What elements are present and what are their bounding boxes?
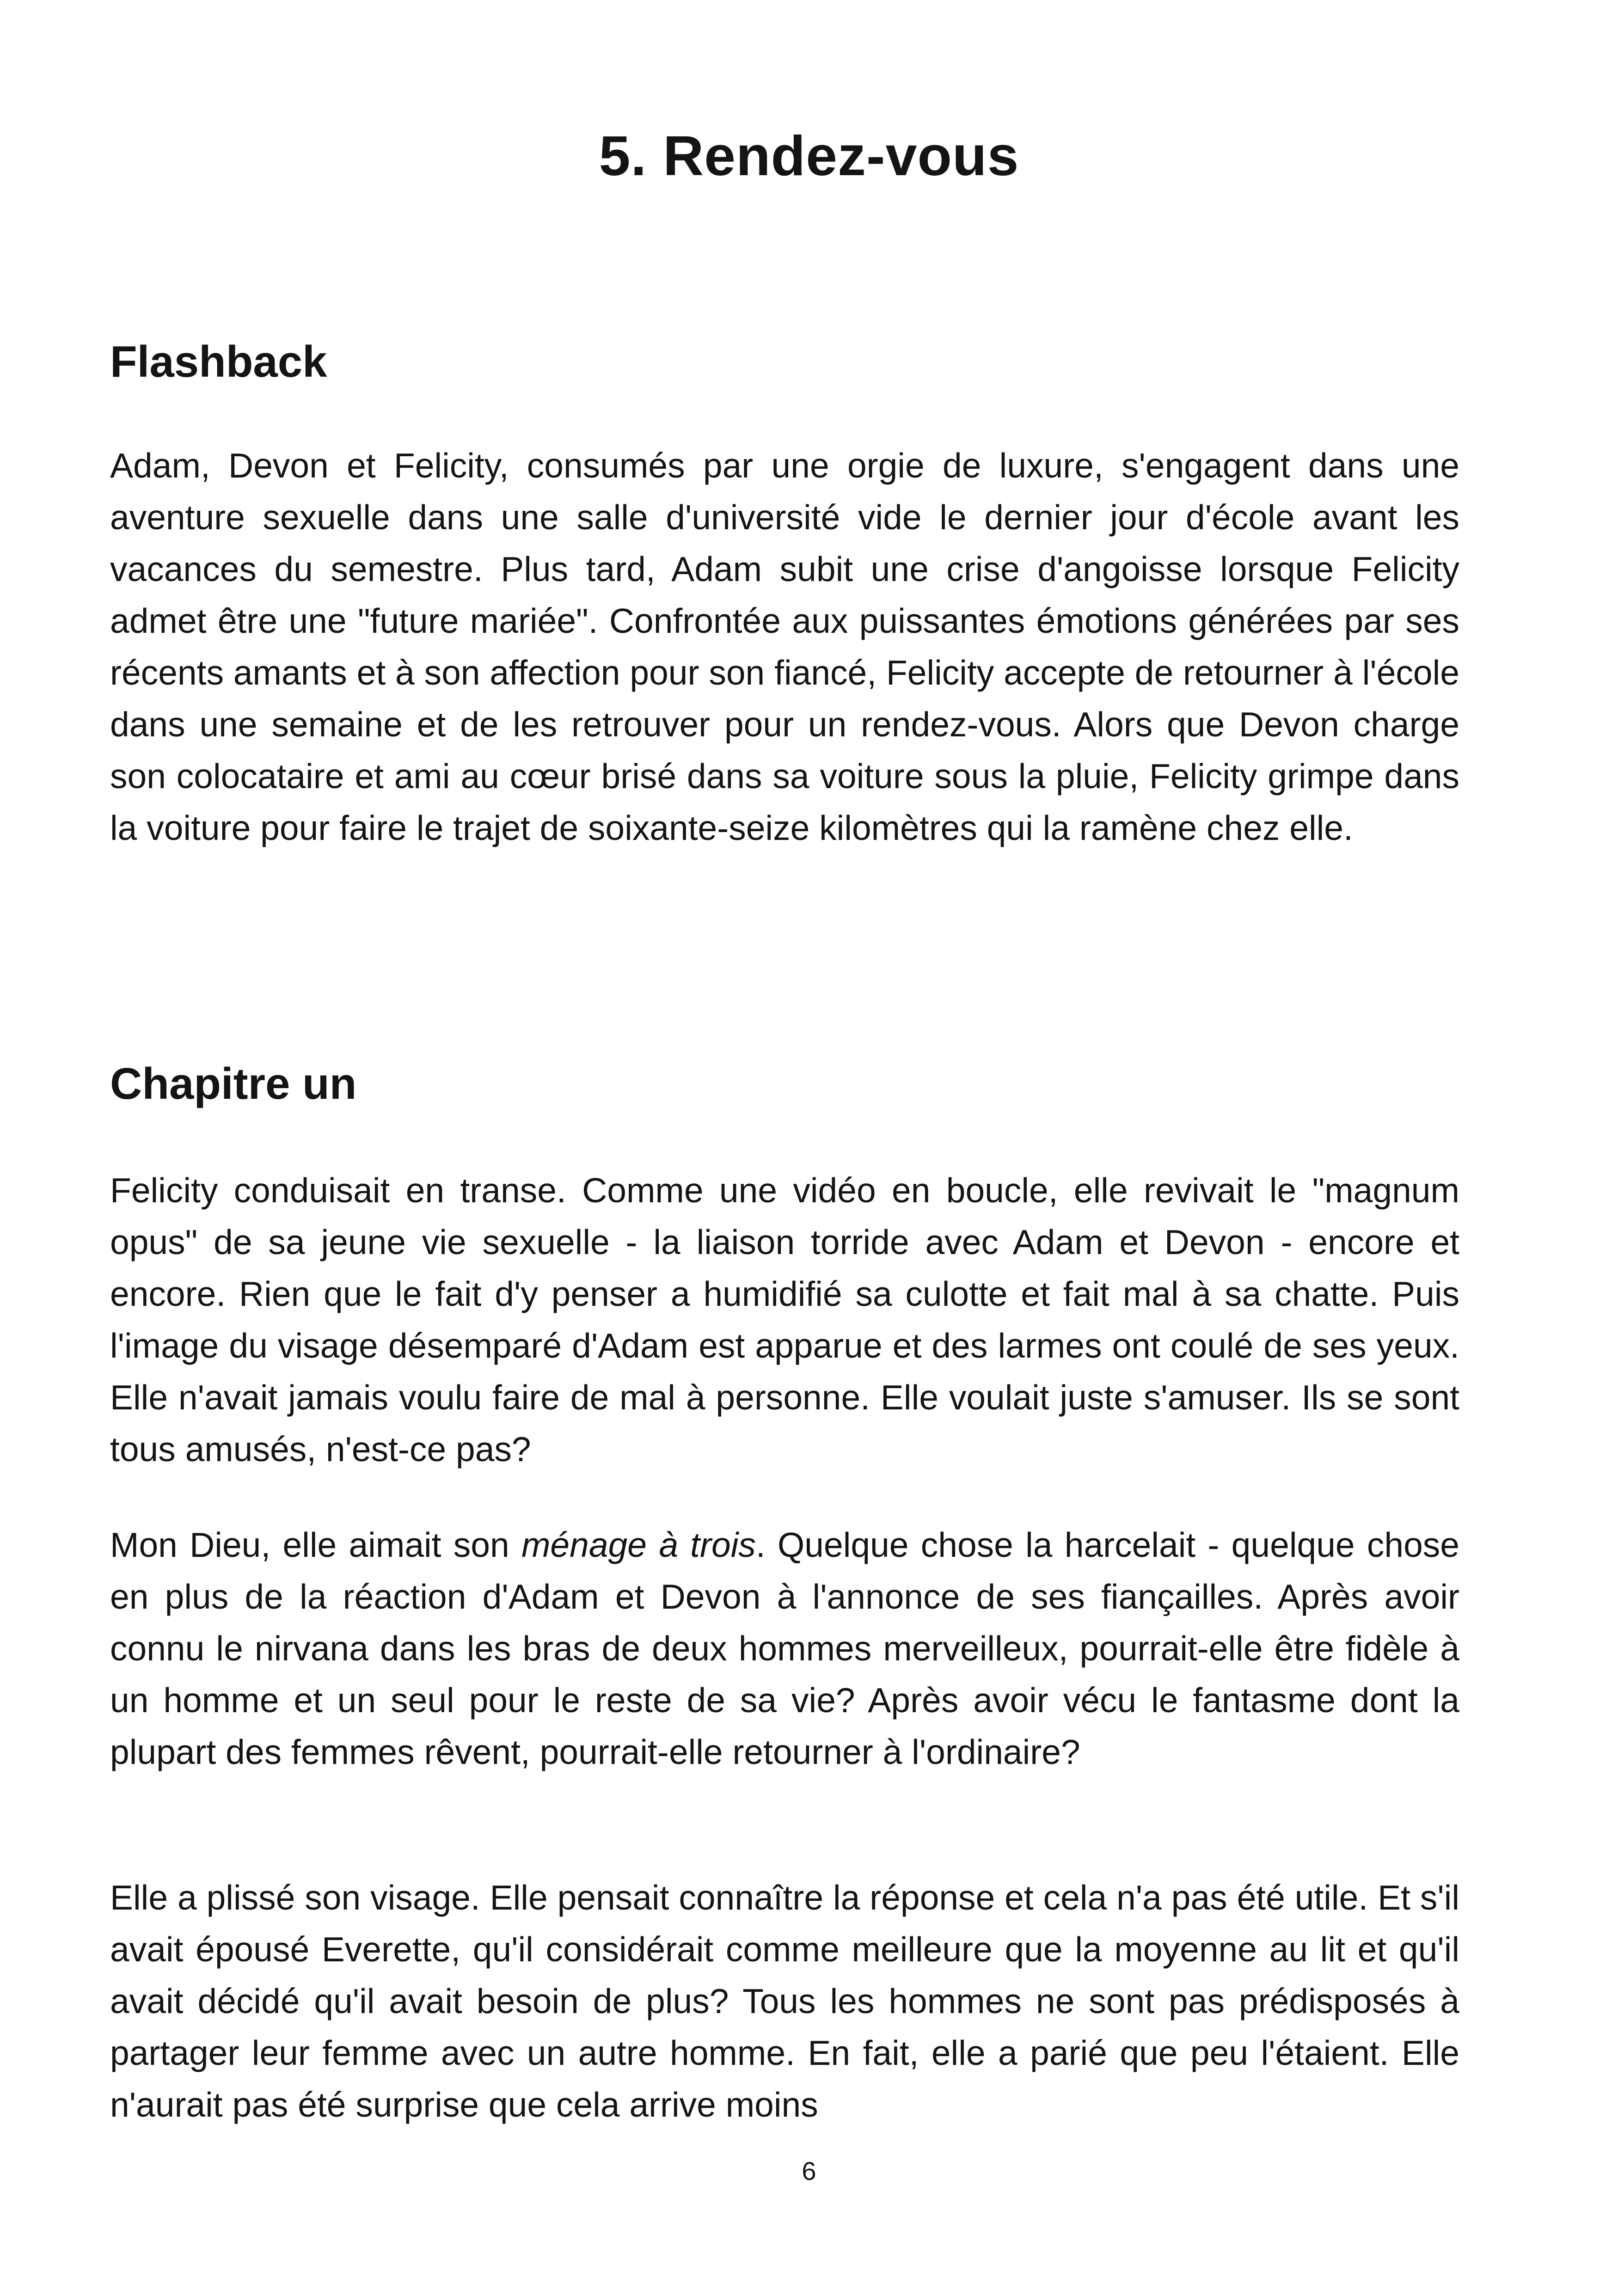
chapitre-un-heading-text: Chapitre un [110, 1059, 357, 1108]
page-number: 6 [802, 2156, 816, 2186]
flashback-heading-text: Flashback [110, 337, 327, 386]
paragraph-2-text-start: Mon Dieu, elle aimait son [110, 1525, 521, 1564]
section-heading-chapitre-un [110, 1054, 1451, 1114]
chapter-title-text: 5. Rendez-vous [599, 124, 1019, 187]
paragraph-2-italic-phrase: ménage à trois [521, 1525, 756, 1564]
chapitre-un-paragraph-1: Felicity conduisait en transe. Comme une vidéo en boucle, elle revivait le "magnum opus" de sa jeune vie sexuelle - la liaison torride avec Adam et Devon - encore et encore. Rien que le fait d'y penser a humidifié sa culotte et fait mal à sa chatte. Puis l'image du visage désemparé d'Adam est apparue et des larmes ont coulé de ses yeux. Elle n'avait jamais voulu faire de mal à personne. Elle voulait juste s'amuser. Ils se sont tous amusés, n'est-ce pas? [110, 1171, 1459, 1469]
flashback-paragraph: Adam, Devon et Felicity, consumés par une orgie de luxure, s'engagent dans une aventure sexuelle dans une salle d'université vide le dernier jour d'école avant les vacances du semestre. Plus tard, Adam subit une crise d'angoisse lorsque Felicity admet être une "future mariée". Confrontée aux puissantes émotions générées par ses récents amants et à son affection pour son fiancé, Felicity accepte de retourner à l'école dans une semaine et de les retrouver pour un rendez-vous. Alors que Devon charge son colocataire et ami au cœur brisé dans sa voiture sous la pluie, Felicity grimpe dans la voiture pour faire le trajet de soixante-seize kilomètres qui la ramène chez elle. [110, 446, 1459, 847]
section-heading-flashback [110, 332, 1451, 392]
chapter-title [0, 121, 1618, 190]
chapitre-un-paragraph-3: Elle a plissé son visage. Elle pensait connaître la réponse et cela n'a pas été utile. Et s'il avait épousé Everette, qu'il considérait comme meilleure que la moyenne au lit et qu'il avait décidé qu'il avait besoin de plus? Tous les hommes ne sont pas prédisposés à partager leur femme avec un autre homme. En fait, elle a parié que peu l'étaient. Elle n'aurait pas été surprise que cela arrive moins [110, 1878, 1459, 2124]
paragraph-2-text-end: . Quelque chose la harcelait - quelque chose en plus de la réaction d'Adam et Devon à l'annonce de ses fiançailles. Après avoir connu le nirvana dans les bras de deux hommes merveilleux, pourrait-elle être fidèle à un homme et un seul pour le reste de sa vie? Après avoir vécu le fantasme dont la plupart des femmes rêvent, pourrait-elle retourner à l'ordinaire? [110, 1525, 1459, 1771]
chapitre-un-paragraph-2 [110, 1519, 1459, 1778]
